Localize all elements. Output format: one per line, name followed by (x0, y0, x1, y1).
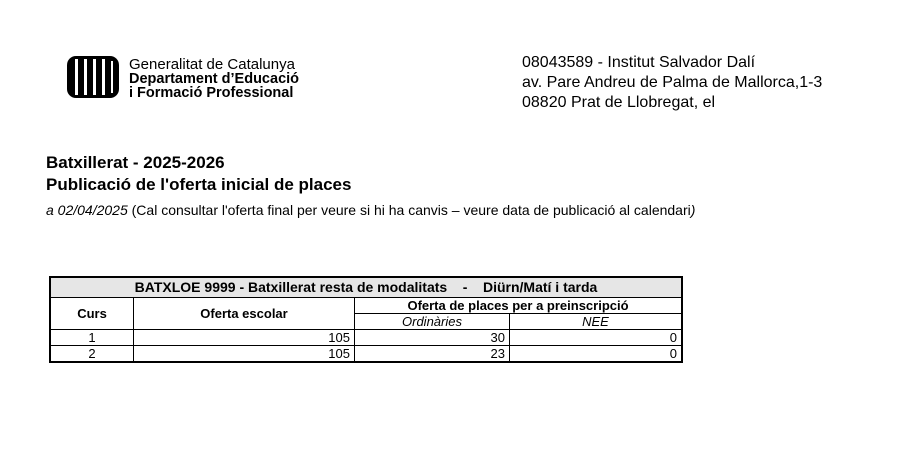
org-line-1: Generalitat de Catalunya (129, 56, 295, 73)
col-header-ordinaries: Ordinàries (355, 314, 510, 330)
column-header-row (50, 298, 682, 314)
document-title: Batxillerat - 2025-2026 (46, 153, 225, 172)
school-name: 08043589 - Institut Salvador Dalí (522, 54, 756, 71)
places-offer-table (49, 276, 683, 363)
table-row (50, 346, 682, 363)
org-line-3: i Formació Professional (129, 85, 294, 101)
cell-ordinaries: 23 (355, 346, 510, 363)
cell-curs: 1 (50, 330, 134, 346)
cell-nee: 0 (510, 346, 683, 363)
organization-name (129, 58, 299, 100)
school-street: av. Pare Andreu de Palma de Mallorca,1-3 (522, 74, 823, 91)
document-title-block (46, 152, 351, 196)
cell-ordinaries: 30 (355, 330, 510, 346)
publication-note-close: ) (690, 202, 696, 218)
publication-note (46, 201, 695, 219)
col-header-places: Oferta de places per a preinscripció (355, 298, 683, 314)
school-address (522, 53, 822, 113)
table-row (50, 330, 682, 346)
cell-oferta: 105 (134, 346, 355, 363)
publication-note-text: (Cal consultar l'oferta final per veure si hi ha canvis – veure data de publicació al calendari (127, 202, 691, 218)
col-header-nee: NEE (510, 314, 683, 330)
org-line-2: Departament d’Educació (129, 71, 300, 87)
table-title-row (50, 277, 682, 298)
program-shift: Diürn/Matí i tarda (482, 279, 598, 295)
program-header (50, 277, 682, 298)
cell-nee: 0 (510, 330, 683, 346)
col-header-curs: Curs (50, 298, 134, 330)
program-name: BATXLOE 9999 - Batxillerat resta de modalitats (134, 279, 448, 295)
cell-oferta: 105 (134, 330, 355, 346)
generalitat-logo-icon (66, 55, 120, 99)
document-subtitle: Publicació de l'oferta inicial de places (46, 175, 352, 194)
publication-date: a 02/04/2025 (46, 202, 128, 218)
program-separator: - (462, 279, 468, 295)
school-city: 08820 Prat de Llobregat, el (522, 94, 716, 111)
cell-curs: 2 (50, 346, 134, 363)
col-header-oferta: Oferta escolar (134, 298, 355, 330)
